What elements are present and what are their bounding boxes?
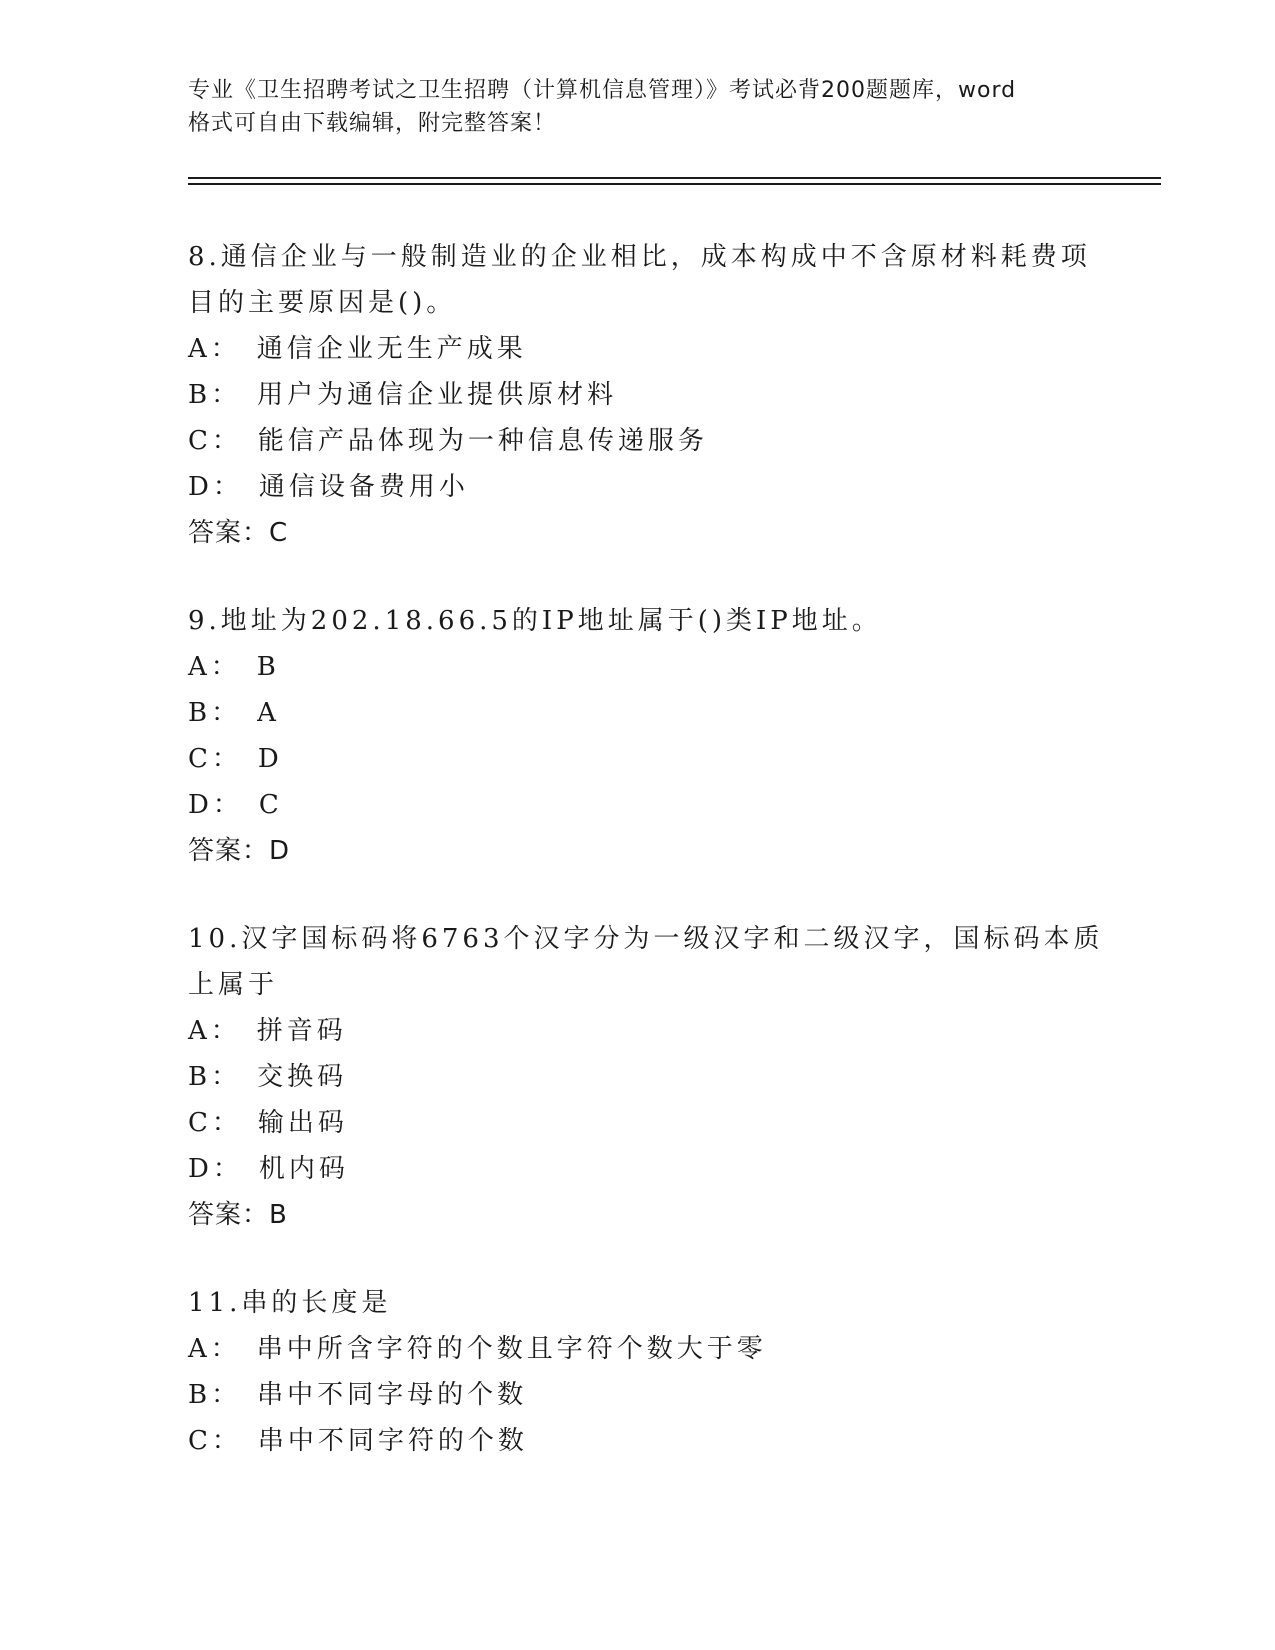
option-key: A： [188,1016,241,1046]
option-text: 通信企业无生产成果 [256,334,527,364]
document-header [188,74,1088,140]
option-key: A： [188,652,241,682]
option-key: C： [188,1426,242,1456]
option-c [188,418,1088,464]
header-line-2: 格式可自由下载编辑，附完整答案！ [188,111,557,136]
option-d [188,1146,1088,1192]
option-key: B： [188,1380,242,1410]
option-text: 通信设备费用小 [258,472,469,502]
option-a [188,1008,1088,1054]
option-d [188,782,1088,828]
option-key: D： [188,472,243,502]
option-text: D [257,744,283,774]
option-c [188,1100,1088,1146]
question-stem: 目的主要原因是()。 [188,288,457,318]
option-key: A： [188,334,241,364]
header-divider-top [188,177,1161,179]
option-text: B [256,652,280,682]
question-11 [188,1280,1088,1464]
option-text: 拼音码 [256,1016,347,1046]
option-a [188,644,1088,690]
question-stem: 8.通信企业与一般制造业的企业相比，成本构成中不含原材料耗费项 [188,242,1091,272]
answer-line: 答案：B [188,1200,288,1230]
option-key: C： [188,426,242,456]
option-d [188,464,1088,510]
question-8 [188,234,1091,556]
option-text: 交换码 [257,1062,348,1092]
question-stem: 10.汉字国标码将6763个汉字分为一级汉字和二级汉字，国标码本质 [188,924,1104,954]
option-b [188,372,1088,418]
option-text: 串中不同字符的个数 [257,1426,528,1456]
option-key: C： [188,1108,242,1138]
option-text: A [257,698,280,728]
option-key: A： [188,1334,241,1364]
option-key: B： [188,380,242,410]
answer-line: 答案：D [188,836,291,866]
question-9 [188,598,1088,874]
option-text: C [258,790,283,820]
option-text: 串中所含字符的个数且字符个数大于零 [256,1334,767,1364]
option-key: B： [188,1062,242,1092]
option-c [188,736,1088,782]
option-text: 用户为通信企业提供原材料 [257,380,618,410]
option-key: D： [188,790,243,820]
header-line-1: 专业《卫生招聘考试之卫生招聘（计算机信息管理）》考试必背200题题库，word [188,78,1017,103]
question-stem: 11.串的长度是 [188,1288,392,1318]
option-b [188,1054,1088,1100]
option-a [188,326,1088,372]
answer-line: 答案：C [188,518,289,548]
question-10 [188,916,1104,1238]
option-c [188,1418,1088,1464]
option-key: D： [188,1154,243,1184]
header-divider-bottom [188,183,1161,185]
question-stem: 上属于 [188,970,279,1000]
option-key: B： [188,698,242,728]
option-text: 串中不同字母的个数 [257,1380,528,1410]
option-text: 机内码 [258,1154,349,1184]
question-list [188,234,1104,1506]
option-b [188,690,1088,736]
option-text: 输出码 [257,1108,348,1138]
option-text: 能信产品体现为一种信息传递服务 [257,426,708,456]
option-b [188,1372,1088,1418]
question-stem: 9.地址为202.18.66.5的IP地址属于()类IP地址。 [188,606,882,636]
option-a [188,1326,1088,1372]
option-key: C： [188,744,242,774]
